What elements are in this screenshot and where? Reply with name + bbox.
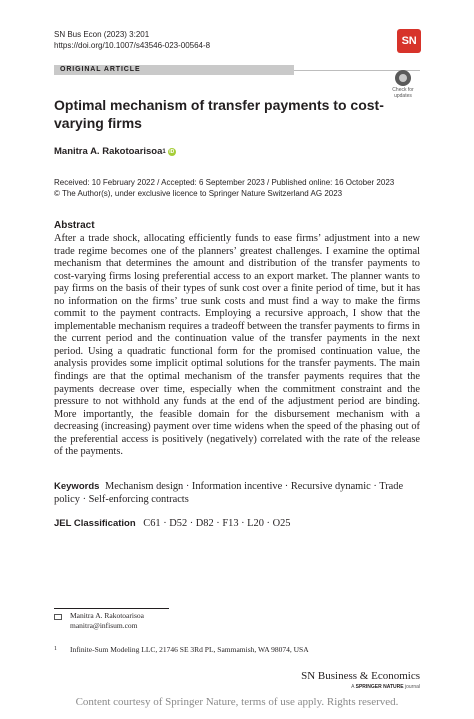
keywords-text: Mechanism design · Information incentive · Recursive dynamic · Trade policy · Self-enforcing contracts [54, 481, 404, 505]
tagline-suffix: journal [403, 684, 420, 690]
abstract-heading: Abstract [54, 220, 95, 231]
publisher-tagline [292, 684, 420, 690]
check-label-line2: updates [394, 92, 412, 99]
tagline-publisher: SPRINGER NATURE [355, 684, 404, 690]
check-for-updates-icon [395, 70, 411, 86]
author-name[interactable]: Manitra A. Rakotoarisoa [54, 146, 163, 157]
check-for-updates-badge[interactable] [386, 70, 420, 100]
corresponding-author-name: Manitra A. Rakotoarisoa [70, 611, 144, 620]
check-label-line1: Check for [392, 87, 414, 93]
article-type-band [54, 65, 294, 75]
article-type-label: ORIGINAL ARTICLE [60, 66, 141, 73]
doi-link[interactable]: https://doi.org/10.1007/s43546-023-00564-8 [54, 40, 211, 50]
keywords [54, 480, 420, 506]
article-title: Optimal mechanism of transfer payments to cost-varying firms [54, 97, 384, 131]
author-line [54, 146, 176, 157]
jel-classification [54, 518, 290, 529]
author-affiliation-marker: 1 [162, 148, 166, 155]
footnote-rule [54, 608, 169, 609]
author-email[interactable]: manitra@infisum.com [70, 621, 138, 630]
journal-citation: SN Bus Econ (2023) 3:201 [54, 30, 150, 39]
journal-brand: SN Business & Economics [301, 670, 420, 682]
affiliation-text: Infinite-Sum Modeling LLC, 21746 SE 3Rd PL, Sammamish, WA 98074, USA [70, 645, 309, 654]
check-for-updates-label [386, 88, 420, 99]
copyright-line: © The Author(s), under exclusive licence to Springer Nature Switzerland AG 2023 [54, 189, 343, 198]
abstract-text: After a trade shock, allocating efficiently funds to ease firms’ adjustment into a new trade regime becomes one of the planners’ greatest challenges. I examine the optimal mechanism that determines the amount and distribution of the transfer payments to cost-varying firms losing preferential access to an export market. The planner wants to pay firms on the basis of their types of sunk cost over a finite period of time, but it has no information on the firms’ true sunk costs and must find a way to make the firms commit to the payment contracts. Employing a recursive approach, I show that the implementable mechanism requires a tradeoff between the transfer payments to firms in the current period and the continuation value of the transfer payments in the next period. Using a quadratic functional form for the promised continuation value, the analysis provides some implicit optimal solutions for the transfer payments. The main findings are that the optimal mechanism of the transfer payments requires that the payments decrease over time, especially when the commitment constraint and the pressure to not withhold any funds at the end of the adjustment period are binding. More importantly, the feasible domain for the disbursement mechanism with a decreasing (increasing) payment over time widens when the speed of the phasing out of the preferential access is positively (negatively) correlated with the rate of the release of the payments. [54, 233, 420, 458]
keywords-label: Keywords [54, 481, 100, 492]
courtesy-notice: Content courtesy of Springer Nature, terms of use apply. Rights reserved. [75, 696, 399, 708]
sn-logo: SN [397, 29, 421, 53]
corresponding-author [70, 611, 144, 631]
envelope-icon [54, 614, 62, 620]
publication-dates [54, 177, 394, 199]
jel-codes: C61 · D52 · D82 · F13 · L20 · O25 [143, 518, 291, 529]
journal-reference [54, 30, 210, 51]
tagline-prefix: A [351, 684, 356, 690]
affiliation-number: 1 [54, 646, 57, 652]
dates-line: Received: 10 February 2022 / Accepted: 6 September 2023 / Published online: 16 October 2023 [54, 178, 395, 187]
orcid-icon[interactable]: iD [169, 148, 175, 155]
jel-label: JEL Classification [54, 518, 136, 529]
